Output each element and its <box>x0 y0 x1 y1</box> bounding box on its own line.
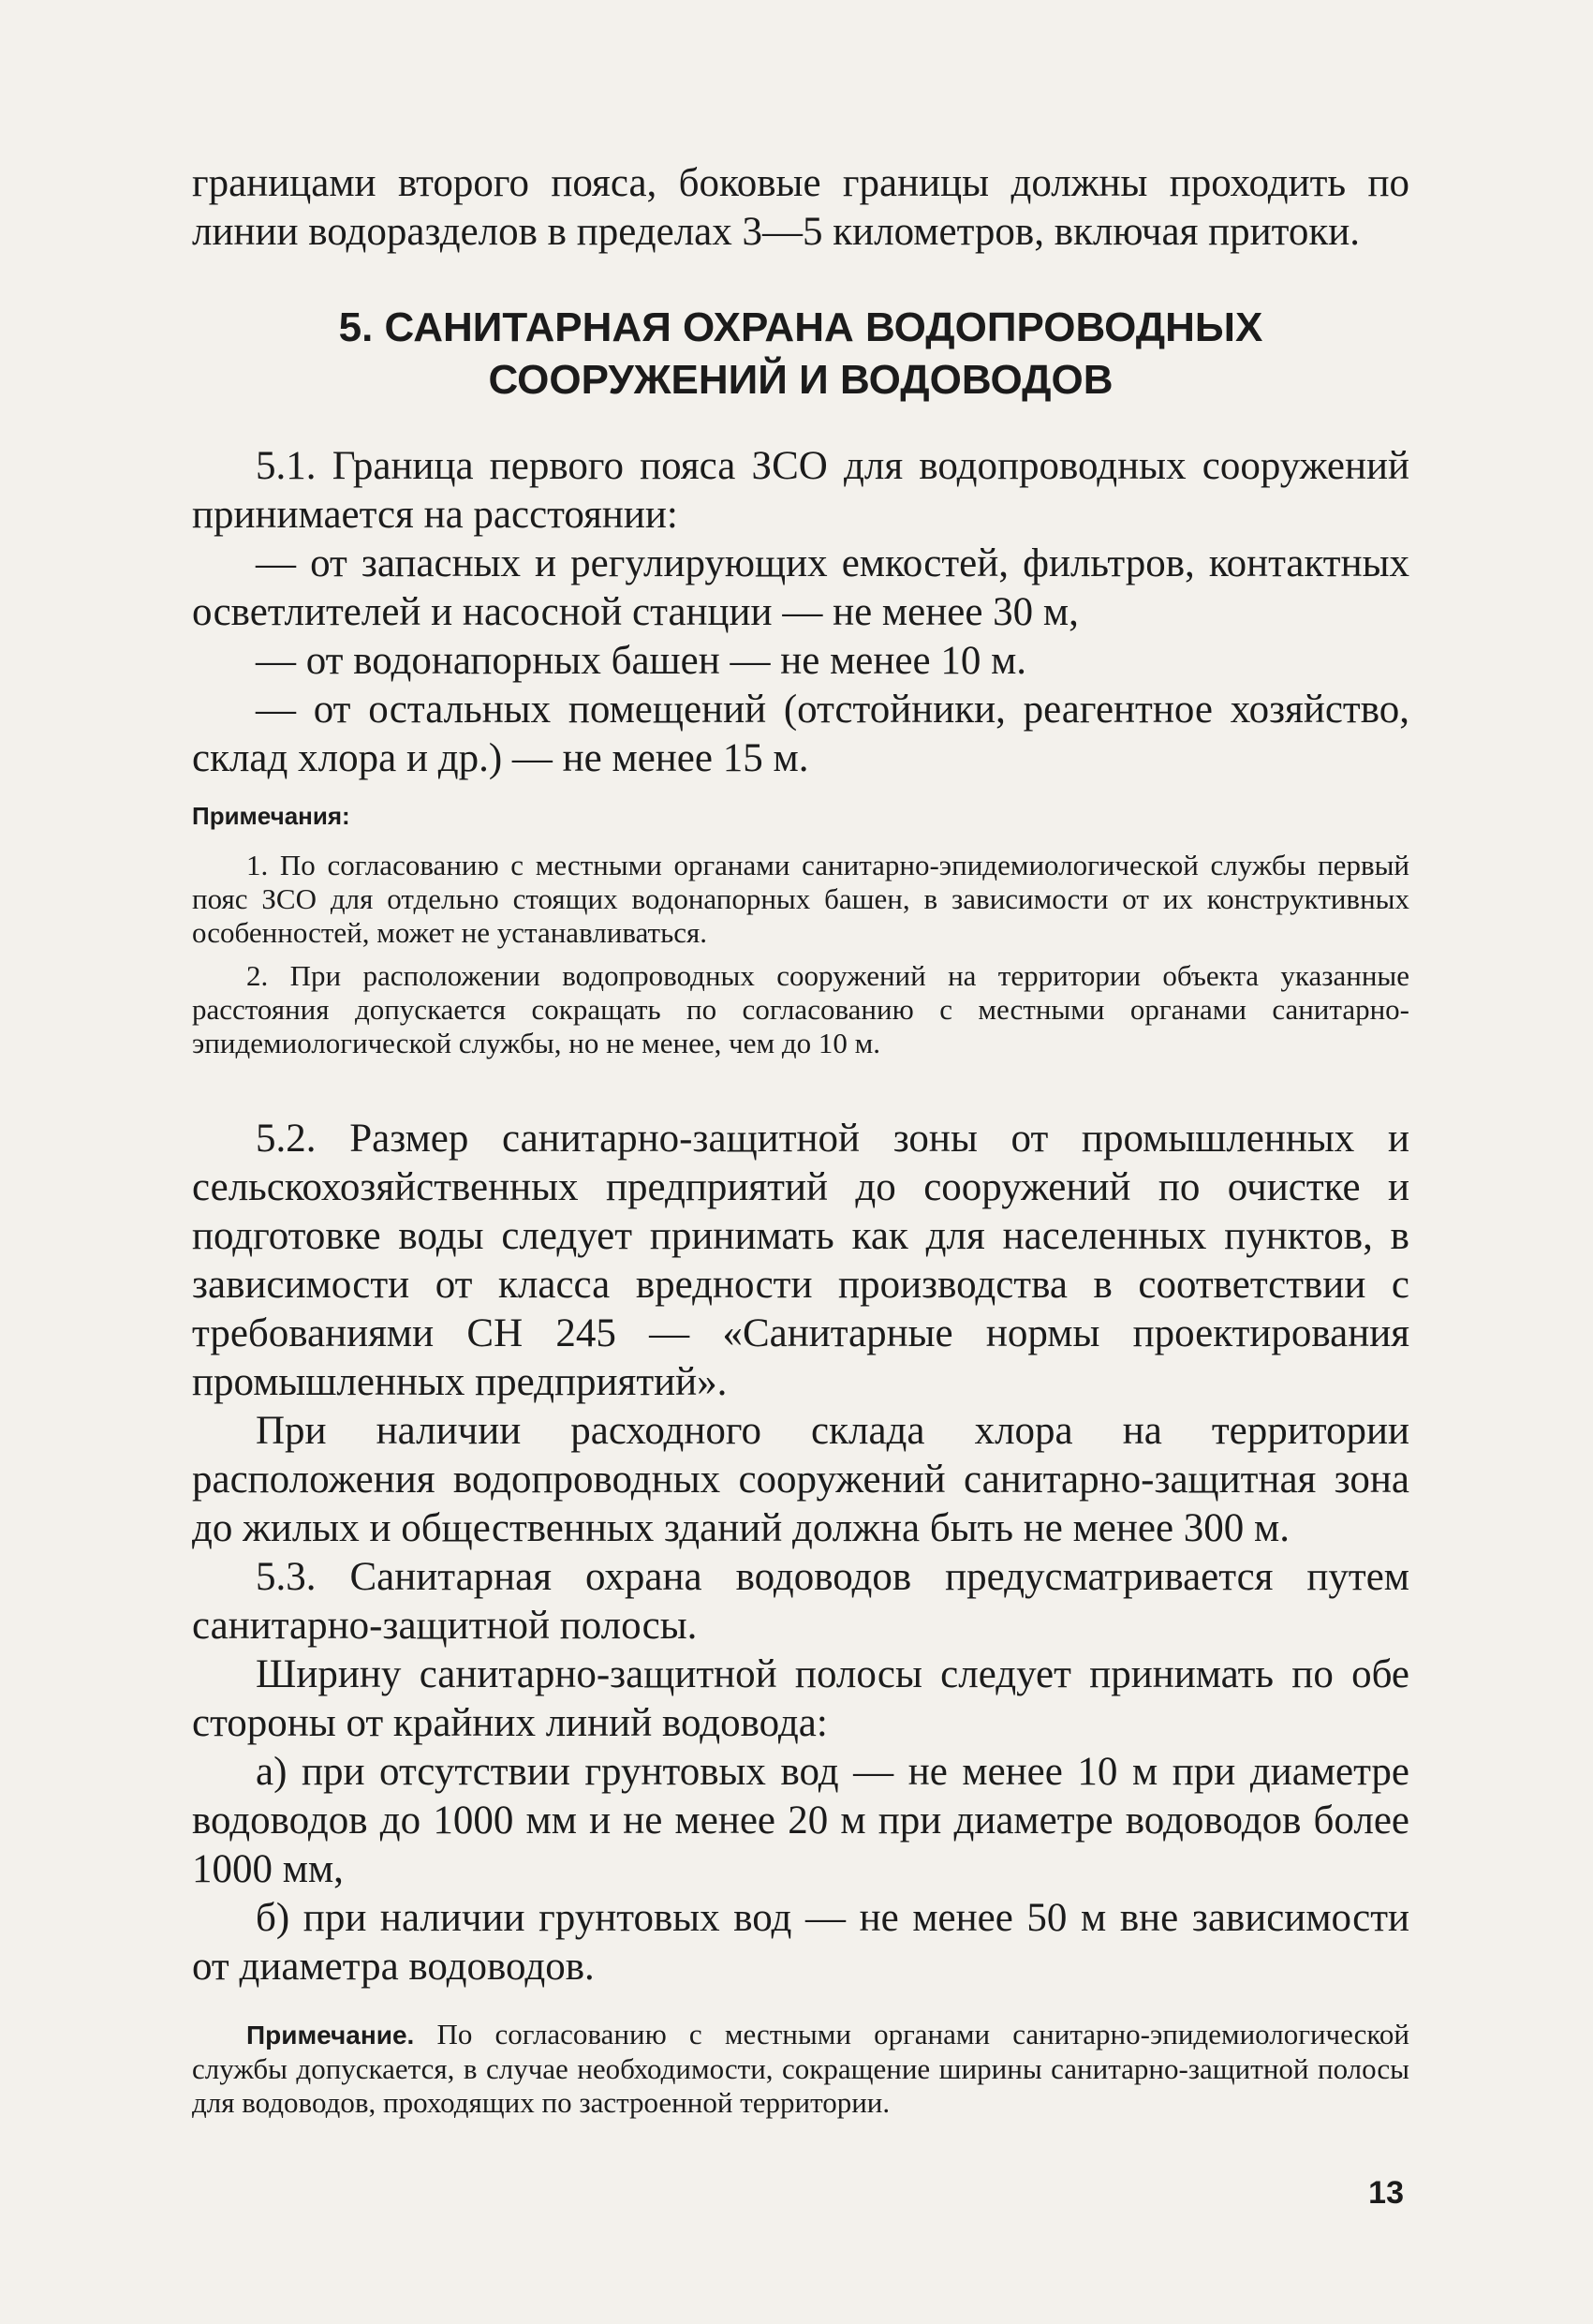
final-note-text: По согласованию с местными органами санитарно-эпидемиологической службы допускается, в случае необходимости, сокращение ширины санитарно-защитной полосы для водоводов, проходящих по застроенной территории. <box>192 2018 1409 2119</box>
paragraph-5-3-width: Ширину санитарно-защитной полосы следует принимать по обе стороны от крайних линий водовода: <box>192 1652 1409 1745</box>
paragraph-5-2: 5.2. Размер санитарно-защитной зоны от промышленных и сельскохозяйственных предприятий до сооружений по очистке и подготовке воды следует принимать как для населенных пунктов, в зависимости от класса вредности производства в соответствии с требованиями СН 245 — «Санитарные нормы проектирования промышленных предприятий». <box>192 1117 1409 1404</box>
paragraph-5-3-item-b: б) при наличии грунтовых вод — не менее 50 м вне зависимости от диаметра водоводов. <box>192 1896 1409 1989</box>
final-note <box>192 2018 1409 2120</box>
page-content <box>192 159 1409 2120</box>
page-number: 13 <box>1368 2175 1404 2211</box>
final-note-label: Примечание. <box>246 2021 415 2050</box>
paragraph-5-1-item-2: — от водонапорных башен — не менее 10 м. <box>256 639 1027 683</box>
note-2: 2. При расположении водопроводных сооружений на территории объекта указанные расстояния допускается сокращать по согласованию с местными органами санитарно-эпидемиологической службы, но не менее, чем до 10 м. <box>192 959 1409 1059</box>
paragraph-5-1-lead: 5.1. Граница первого пояса ЗСО для водопроводных сооружений принимается на расстоянии: <box>192 444 1409 537</box>
paragraph-5-2-chlorine: При наличии расходного склада хлора на территории расположения водопроводных сооружений санитарно-защитная зона до жилых и общественных зданий должна быть не менее 300 м. <box>192 1409 1409 1550</box>
note-1: 1. По согласованию с местными органами санитарно-эпидемиологической службы первый пояс ЗСО для отдельно стоящих водонапорных башен, в зависимости от их конструктивных особенностей, может не устанавливаться. <box>192 849 1409 949</box>
paragraph-5-1-item-1: — от запасных и регулирующих емкостей, фильтров, контактных осветлителей и насосной станции — не менее 30 м, <box>192 541 1409 634</box>
notes-title: Примечания: <box>192 802 350 830</box>
section-heading-line-2: СООРУЖЕНИЙ И ВОДОВОДОВ <box>488 357 1114 403</box>
section-heading-line-1: 5. САНИТАРНАЯ ОХРАНА ВОДОПРОВОДНЫХ <box>338 304 1263 350</box>
paragraph-5-1-item-3: — от остальных помещений (отстойники, реагентное хозяйство, склад хлора и др.) — не менее 15 м. <box>192 688 1409 780</box>
paragraph-5-3: 5.3. Санитарная охрана водоводов предусматривается путем санитарно-защитной полосы. <box>192 1555 1409 1648</box>
paragraph-5-3-item-a: а) при отсутствии грунтовых вод — не менее 10 м при диаметре водоводов до 1000 мм и не менее 20 м при диаметре водоводов более 1000 мм, <box>192 1750 1409 1891</box>
section-heading <box>192 302 1409 407</box>
spacer <box>192 1070 1409 1115</box>
intro-paragraph: границами второго пояса, боковые границы должны проходить по линии водоразделов в пределах 3—5 километров, включая притоки. <box>192 161 1409 254</box>
